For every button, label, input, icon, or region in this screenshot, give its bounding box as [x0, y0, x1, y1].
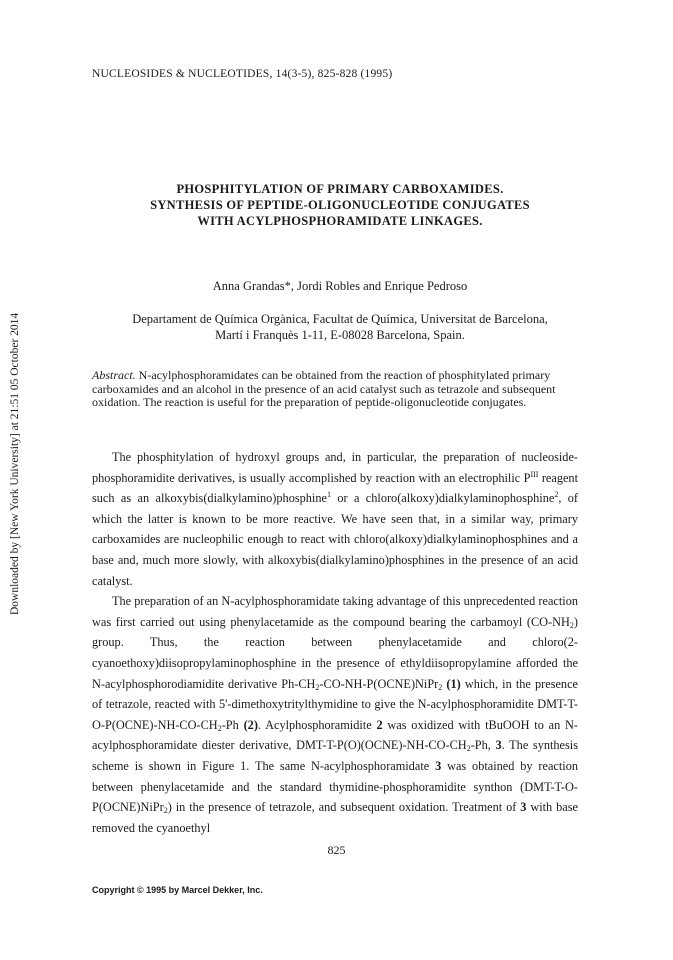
authors: Anna Grandas*, Jordi Robles and Enrique Pedroso — [212, 279, 468, 293]
text-run: -CO-NH-P(OCNE)NiPr — [319, 676, 439, 691]
text-run: ) group. Thus, the reaction between phenylacetamide and chloro(2-cyanoethoxy)diisopropylaminophosphine in the presence of ethyldiisopropylamine afforded the N-acylphosphorodiamidite derivative Ph-CH — [92, 614, 578, 691]
text-run: -Ph, — [470, 738, 496, 753]
subscript: 2 — [315, 682, 320, 692]
text-run: which, in the presence of tetrazole, reacted with 5'-dimethoxytritylthymidine to give the N-acylphosphoramidite DMT-T-O-P(OCNE)-NH-CO-CH — [92, 676, 578, 732]
affiliation-line-1: Departament de Química Orgànica, Facultat de Química, Universitat de Barcelona, — [132, 312, 548, 326]
text-run: was oxidized with tBuOOH to an N-acylphosphoramidate diester derivative, DMT-T-P(O)(OCNE)-NH-CO-CH — [92, 717, 578, 753]
subscript: 2 — [217, 723, 222, 733]
compound-ref: 2 — [376, 717, 383, 732]
subscript: 2 — [438, 682, 443, 692]
copyright-notice: Copyright © 1995 by Marcel Dekker, Inc. — [92, 885, 263, 895]
text-run: The preparation of an N-acylphosphoramidate taking advantage of this unprecedented reaction was first carried out using phenylacetamide as the compound bearing the carbamoyl (CO-NH — [92, 594, 578, 629]
subscript: 2 — [466, 744, 471, 754]
article-title — [60, 181, 620, 229]
title-line-2: SYNTHESIS OF PEPTIDE-OLIGONUCLEOTIDE CONJUGATES — [150, 198, 530, 212]
page-number: 825 — [327, 843, 346, 857]
text-run: The phosphitylation of hydroxyl groups and, in particular, the preparation of nucleoside-phosphoramidite derivatives, is usually accomplished by reaction with an electrophilic P — [92, 450, 578, 485]
superscript: III — [530, 469, 539, 479]
abstract-text: N-acylphosphoramidates can be obtained from the reaction of phosphitylated primary carboxamides and an alcohol in the presence of an acid catalyst such as tetrazole and subsequent oxidation. The reaction is useful for the preparation of peptide-oligonucleotide conjugates. — [92, 368, 556, 409]
text-run: with base removed the cyanoethyl — [92, 800, 578, 835]
abstract-label: Abstract. — [92, 368, 136, 382]
compound-ref: (2) — [243, 717, 258, 732]
subscript: 2 — [569, 620, 574, 630]
journal-header: NUCLEOSIDES & NUCLEOTIDES, 14(3-5), 825-828 (1995) — [92, 68, 393, 80]
title-line-1: PHOSPHITYLATION OF PRIMARY CARBOXAMIDES. — [176, 182, 504, 196]
text-run: . The synthesis scheme is shown in Figure 1. The same N-acylphosphoramidate — [92, 738, 579, 773]
text-run: was obtained by reaction between phenylacetamide and the standard thymidine-phosphoramidite synthon (DMT-T-O-P(OCNE)NiPr — [92, 758, 578, 815]
subscript: 2 — [163, 806, 168, 816]
body-text — [92, 447, 578, 838]
footnote-ref-2: 2 — [554, 490, 559, 500]
affiliation-line-2: Martí i Franquès 1-11, E-08028 Barcelona, Spain. — [215, 328, 465, 342]
text-run: , of which the latter is known to be more reactive. We have seen that, in a similar way, primary carboxamides are nucleophilic enough to react with chloro(alkoxy)dialkylaminophosphines and a base and, much more slowly, with alkoxybis(dialkylamino)phosphines in the presence of an acid catalyst. — [92, 491, 579, 588]
text-run: or a chloro(alkoxy)dialkylaminophosphine — [330, 491, 555, 506]
text-run: ) in the presence of tetrazole, and subsequent oxidation. Treatment of — [167, 800, 521, 815]
affiliation — [60, 311, 620, 343]
abstract — [92, 369, 577, 410]
paragraph-2 — [92, 591, 578, 838]
footnote-ref-1: 1 — [326, 490, 331, 500]
title-line-3: WITH ACYLPHOSPHORAMIDATE LINKAGES. — [197, 214, 483, 228]
compound-ref: (1) — [446, 676, 461, 691]
text-run: . Acylphosphoramidite — [257, 717, 377, 732]
paragraph-1 — [92, 447, 578, 591]
compound-ref: 3 — [435, 758, 442, 773]
compound-ref: 3 — [495, 738, 502, 753]
download-watermark: Downloaded by [New York University] at 21:51 05 October 2014 — [9, 312, 21, 615]
text-run: -Ph — [221, 717, 244, 732]
text-run: reagent such as an alkoxybis(dialkylamino)phosphine — [92, 470, 578, 506]
compound-ref: 3 — [520, 800, 527, 815]
